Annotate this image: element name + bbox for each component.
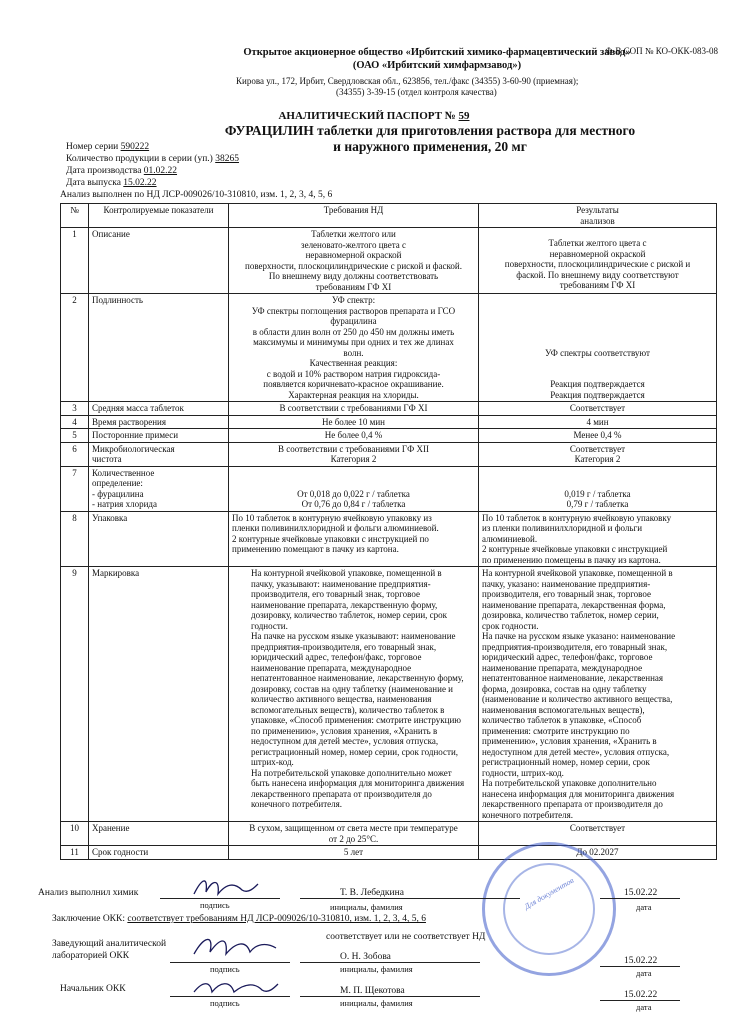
analysis-table [60,203,717,860]
table-header-row [61,204,717,228]
chief-caption-name: инициалы, фамилия [340,998,413,1008]
table-row [61,429,717,443]
production-date-value: 01.02.22 [143,166,178,176]
table-row [61,415,717,429]
head-lab-date: 15.02.22 [624,956,658,966]
row-requirement: В соответствии с требованиями ГФ XII Категория 2 [229,442,479,466]
row-num: 5 [61,429,89,443]
row-num: 2 [61,294,89,402]
row-name: Средняя масса таблеток [89,402,229,416]
row-result: Таблетки желтого цвета с неравномерной окраской поверхности, плоскоцилиндрические с риской и фаской. По внешнему виду соответствуют требованиям ГФ XI [479,228,717,294]
address-line-1: Кирова ул., 172, Ирбит, Свердловская обл., 623856, тел./факс (34355) 3-60-90 (приемная); [236,76,579,86]
row-name: Хранение [89,822,229,846]
row-name: Срок годности [89,846,229,860]
header-requirements: Требования НД [229,204,479,228]
head-lab-signature [190,930,280,964]
address-line-2: (34355) 3-39-15 (отдел контроля качества) [336,87,497,97]
row-name: Упаковка [89,511,229,567]
row-result: На контурной ячейковой упаковке, помещенной в пачку, указано: наименование предприятия- производителя, его товарный знак, торговое наименование препарата, лекарственная форма, дозировка, количество таблеток, номер серии, срок годности. На пачке на русском языке указано: наименование предприятия-производителя, его товарный знак, юридический адрес, телефон/факс, торговое наименование препарата, международное непатентованное наименование, лекарственная форма, дозировка, состав на одну таблетку (наименование и количество активного вещества, наименования вспомогательных веществ), количество таблеток в упаковке, «Способ применения: смотрите инструкцию по применению», условия хранения, «Хранить в недоступном для детей месте», условия отпуска, регистрационный номер, номер серии, срок годности, штрих-код. На потребительской упаковке дополнительно нанесена информация для мониторинга движения лекарственного препарата от производителя до конечного потребителя. [479,567,717,822]
table-row [61,442,717,466]
table-row [61,466,717,511]
table-row [61,294,717,402]
form-id: Ф-В СОП № КО-ОКК-083-08 [605,46,718,56]
row-name: Посторонние примеси [89,429,229,443]
chief-caption-sign: подпись [210,998,240,1008]
company-name [222,46,652,72]
official-stamp [482,842,616,976]
head-lab-name-line [300,962,480,963]
row-result: По 10 таблеток в контурную ячейковую упаковку из пленки поливинилхлоридной и фольги алюминиевой. 2 контурные ячейковые упаковки с инструкцией по применению помещены в пачку из картона. [479,511,717,567]
analyst-sign-line [160,898,280,899]
row-result: Соответствует [479,402,717,416]
analyst-caption-date: дата [636,902,652,912]
analyst-name-line [300,898,520,899]
head-lab-caption-date: дата [636,968,652,978]
quantity-label: Количество продукции в серии (уп.) [66,154,213,164]
series-value: 590222 [120,142,150,152]
row-result: До 02.2027 [479,846,717,860]
passport-number: 59 [458,110,470,122]
header-results [479,204,717,228]
release-date-label: Дата выпуска [66,178,121,188]
row-result: УФ спектры соответствуют Реакция подтверждается Реакция подтверждается [479,294,717,402]
head-lab-label-line-1: Заведующий аналитической [52,939,167,949]
passport-title [0,110,748,122]
table-row [61,567,717,822]
company-line-1: Открытое акционерное общество «Ирбитский химико-фармацевтический завод» [243,47,631,58]
passport-prefix: АНАЛИТИЧЕСКИЙ ПАСПОРТ № [278,110,456,122]
conclusion-line [52,914,426,924]
production-date-label: Дата производства [66,166,142,176]
table-row [61,228,717,294]
row-name: Количественное определение: - фурацилина - натрия хлорида [89,466,229,511]
row-num: 10 [61,822,89,846]
row-result: 4 мин [479,415,717,429]
analyst-date: 15.02.22 [624,888,658,898]
header-num: № [61,204,89,228]
row-name: Маркировка [89,567,229,822]
row-requirement: Не более 0,4 % [229,429,479,443]
row-num: 8 [61,511,89,567]
row-requirement: В сухом, защищенном от света месте при температуре от 2 до 25°С. [229,822,479,846]
chief-name: М. П. Щекотова [340,986,405,996]
company-address [236,76,696,98]
chief-sign-line [170,996,290,997]
row-name: Подлинность [89,294,229,402]
row-result: Соответствует [479,822,717,846]
header-parameter: Контролируемые показатели [89,204,229,228]
header-results-line-2: анализов [580,215,615,226]
row-num: 3 [61,402,89,416]
table-row [61,402,717,416]
analyst-signature [190,874,260,900]
release-date-line [66,178,157,188]
head-lab-label [52,938,166,962]
product-line-2: и наружного применения, 20 мг [333,139,527,154]
product-title [200,123,660,155]
row-name: Время растворения [89,415,229,429]
row-name: Микробиологическая чистота [89,442,229,466]
row-requirement: 5 лет [229,846,479,860]
release-date-value: 15.02.22 [123,178,157,188]
row-num: 6 [61,442,89,466]
analyst-date-line [600,898,680,899]
head-lab-caption-sign: подпись [210,964,240,974]
chief-caption-date: дата [636,1002,652,1012]
row-requirement: На контурной ячейковой упаковке, помещенной в пачку, указывают: наименование предприятия- производителя, его товарный знак, торговое наименование препарата, лекарственную форму, дозировку, количество таблеток, номер серии, срок годности. На пачке на русском языке указывают: наименование предприятия-производителя, его товарный знак, юридический адрес, телефон/факс, торговое наименование препарата, международное непатентованное наименование, лекарственную форму, дозировку, состав на одну таблетку (наименование и количество активного вещества, наименования вспомогательных веществ), количество таблеток в упаковке, «Способ применения: смотрите инструкцию по применению», условия хранения, «Хранить в недоступном для детей месте», условия отпуска, регистрационный номер, номер серии, срок годности, штрих-код. На потребительской упаковке дополнительно может быть нанесена информация для мониторинга движения лекарственного препарата от производителя до конечного потребителя. [229,567,479,822]
chief-date-line [600,1000,680,1001]
company-line-2: (ОАО «Ирбитский химфармзавод») [352,60,522,71]
head-lab-date-line [600,966,680,967]
head-lab-name: О. Н. Зобова [340,952,391,962]
chief-label: Начальник ОКК [60,984,126,994]
row-requirement: Таблетки желтого или зеленовато-желтого цвета с неравномерной окраской поверхности, плоскоцилиндрические с риской и фаской. По внешнему виду должны соответствовать требованиям ГФ XI [229,228,479,294]
analyst-label: Анализ выполнил химик [38,888,139,898]
table-row [61,511,717,567]
conclusion-label: Заключение ОКК: [52,914,125,924]
row-requirement: По 10 таблеток в контурную ячейковую упаковку из пленки поливинилхлоридной и фольги алюминиевой. 2 контурные ячейковые упаковки с инструкцией по применению помещают в пачку из картона. [229,511,479,567]
conclusion-text: соответствует требованиям НД ЛСР-009026/10-310810, изм. 1, 2, 3, 4, 5, 6 [127,914,426,924]
production-date-line [66,166,177,176]
product-line-1: ФУРАЦИЛИН таблетки для приготовления раствора для местного [224,123,636,138]
row-requirement: УФ спектр: УФ спектры поглощения растворов препарата и ГСО фурацилина в области длин волн от 250 до 450 нм должны иметь максимумы и минимумы при одних и тех же длинах волн. Качественная реакция: с водой и 10% раствором натрия гидроксида- появляется коричневато-красное окрашивание. Характерная реакция на хлориды. [229,294,479,402]
row-requirement: От 0,018 до 0,022 г / таблетка От 0,76 до 0,84 г / таблетка [229,466,479,511]
row-num: 4 [61,415,89,429]
row-name: Описание [89,228,229,294]
series-label: Номер серии [66,142,119,152]
header-results-line-1: Результаты [576,205,619,215]
row-result: Менее 0,4 % [479,429,717,443]
row-result: 0,019 г / таблетка 0,79 г / таблетка [479,466,717,511]
row-requirement: Не более 10 мин [229,415,479,429]
table-row [61,822,717,846]
series-line [66,142,149,152]
head-lab-sign-line [170,962,290,963]
analyst-name: Т. В. Лебедкина [340,888,404,898]
row-num: 9 [61,567,89,822]
row-num: 11 [61,846,89,860]
row-num: 1 [61,228,89,294]
analyst-caption-sign: подпись [200,900,230,910]
conclusion-caption: соответствует или не соответствует НД [326,932,486,942]
analysis-note: Анализ выполнен по НД ЛСР-009026/10-310810, изм. 1, 2, 3, 4, 5, 6 [60,190,333,200]
head-lab-caption-name: инициалы, фамилия [340,964,413,974]
stamp-text: Для документов [522,875,576,912]
row-result: Соответствует Категория 2 [479,442,717,466]
row-requirement: В соответствии с требованиями ГФ XI [229,402,479,416]
quantity-line [66,154,239,164]
table-row [61,846,717,860]
quantity-value: 38265 [215,154,239,164]
stamp-inner-ring [503,863,595,955]
chief-name-line [300,996,480,997]
analyst-caption-name: инициалы, фамилия [330,902,403,912]
row-num: 7 [61,466,89,511]
chief-date: 15.02.22 [624,990,658,1000]
head-lab-label-line-2: лабораторией ОКК [52,951,130,961]
